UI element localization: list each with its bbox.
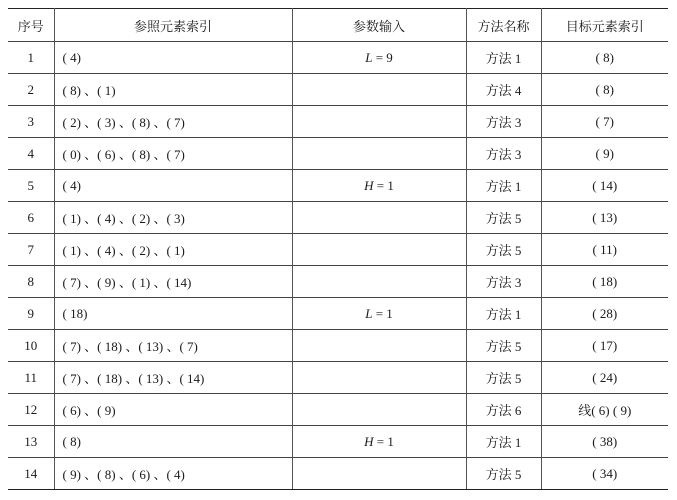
cell-number: 5 [8, 170, 54, 202]
cell-method-name: 方法 3 [466, 106, 541, 138]
cell-reference-index: ( 8) 、( 1) [54, 74, 292, 106]
cell-target-index: ( 34) [541, 458, 668, 490]
header-parameter-input: 参数输入 [292, 9, 466, 42]
cell-parameter-input [292, 330, 466, 362]
cell-parameter-input [292, 106, 466, 138]
cell-method-name: 方法 1 [466, 42, 541, 74]
cell-number: 8 [8, 266, 54, 298]
parameter-variable: L [365, 49, 373, 65]
cell-number: 6 [8, 202, 54, 234]
cell-method-name: 方法 5 [466, 202, 541, 234]
cell-method-name: 方法 1 [466, 426, 541, 458]
cell-reference-index: ( 0) 、( 6) 、( 8) 、( 7) [54, 138, 292, 170]
parameter-value: = 1 [372, 305, 393, 321]
cell-number: 12 [8, 394, 54, 426]
cell-target-index: ( 14) [541, 170, 668, 202]
cell-method-name: 方法 5 [466, 362, 541, 394]
cell-reference-index: ( 4) [54, 170, 292, 202]
cell-target-index: ( 28) [541, 298, 668, 330]
operation-table [8, 8, 668, 490]
table-row [8, 106, 668, 138]
cell-target-index: ( 7) [541, 106, 668, 138]
cell-method-name: 方法 5 [466, 234, 541, 266]
cell-number: 13 [8, 426, 54, 458]
cell-parameter-input [292, 394, 466, 426]
cell-method-name: 方法 1 [466, 170, 541, 202]
cell-number: 4 [8, 138, 54, 170]
cell-number: 7 [8, 234, 54, 266]
cell-parameter-input [292, 42, 466, 74]
table-row [8, 394, 668, 426]
table-row [8, 74, 668, 106]
cell-method-name: 方法 3 [466, 266, 541, 298]
cell-number: 2 [8, 74, 54, 106]
cell-target-index: ( 17) [541, 330, 668, 362]
table-row [8, 170, 668, 202]
cell-parameter-input [292, 234, 466, 266]
cell-number: 14 [8, 458, 54, 490]
cell-number: 11 [8, 362, 54, 394]
cell-method-name: 方法 1 [466, 298, 541, 330]
header-number: 序号 [8, 9, 54, 42]
cell-reference-index: ( 9) 、( 8) 、( 6) 、( 4) [54, 458, 292, 490]
parameter-value: = 1 [373, 433, 394, 449]
cell-target-index: ( 9) [541, 138, 668, 170]
cell-method-name: 方法 3 [466, 138, 541, 170]
table-row [8, 202, 668, 234]
cell-reference-index: ( 6) 、( 9) [54, 394, 292, 426]
cell-target-index: 线( 6) ( 9) [541, 394, 668, 426]
cell-target-index: ( 18) [541, 266, 668, 298]
table-row [8, 234, 668, 266]
cell-target-index: ( 13) [541, 202, 668, 234]
cell-parameter-input [292, 266, 466, 298]
cell-parameter-input [292, 170, 466, 202]
parameter-variable: L [365, 305, 373, 321]
cell-target-index: ( 8) [541, 74, 668, 106]
table-row [8, 362, 668, 394]
table-body [8, 42, 668, 490]
table-header-row [8, 9, 668, 42]
header-method-name: 方法名称 [466, 9, 541, 42]
cell-reference-index: ( 2) 、( 3) 、( 8) 、( 7) [54, 106, 292, 138]
cell-reference-index: ( 4) [54, 42, 292, 74]
parameter-variable: H [364, 177, 374, 193]
cell-target-index: ( 11) [541, 234, 668, 266]
cell-number: 9 [8, 298, 54, 330]
table-row [8, 42, 668, 74]
cell-target-index: ( 38) [541, 426, 668, 458]
cell-method-name: 方法 6 [466, 394, 541, 426]
cell-method-name: 方法 5 [466, 330, 541, 362]
cell-number: 10 [8, 330, 54, 362]
cell-parameter-input [292, 298, 466, 330]
cell-parameter-input [292, 426, 466, 458]
header-reference-index: 参照元素索引 [54, 9, 292, 42]
table-row [8, 330, 668, 362]
cell-target-index: ( 8) [541, 42, 668, 74]
cell-reference-index: ( 1) 、( 4) 、( 2) 、( 1) [54, 234, 292, 266]
cell-parameter-input [292, 362, 466, 394]
cell-parameter-input [292, 202, 466, 234]
table-row [8, 266, 668, 298]
cell-reference-index: ( 7) 、( 18) 、( 13) 、( 14) [54, 362, 292, 394]
table-row [8, 138, 668, 170]
cell-target-index: ( 24) [541, 362, 668, 394]
cell-parameter-input [292, 458, 466, 490]
cell-parameter-input [292, 74, 466, 106]
table-row [8, 458, 668, 490]
cell-reference-index: ( 7) 、( 9) 、( 1) 、( 14) [54, 266, 292, 298]
cell-reference-index: ( 7) 、( 18) 、( 13) 、( 7) [54, 330, 292, 362]
cell-reference-index: ( 8) [54, 426, 292, 458]
table-row [8, 298, 668, 330]
parameter-variable: H [364, 433, 374, 449]
table-row [8, 426, 668, 458]
cell-number: 3 [8, 106, 54, 138]
cell-reference-index: ( 1) 、( 4) 、( 2) 、( 3) [54, 202, 292, 234]
parameter-value: = 1 [373, 177, 394, 193]
cell-parameter-input [292, 138, 466, 170]
cell-number: 1 [8, 42, 54, 74]
header-target-index: 目标元素索引 [541, 9, 668, 42]
parameter-value: = 9 [372, 49, 393, 65]
cell-method-name: 方法 4 [466, 74, 541, 106]
cell-reference-index: ( 18) [54, 298, 292, 330]
cell-method-name: 方法 5 [466, 458, 541, 490]
